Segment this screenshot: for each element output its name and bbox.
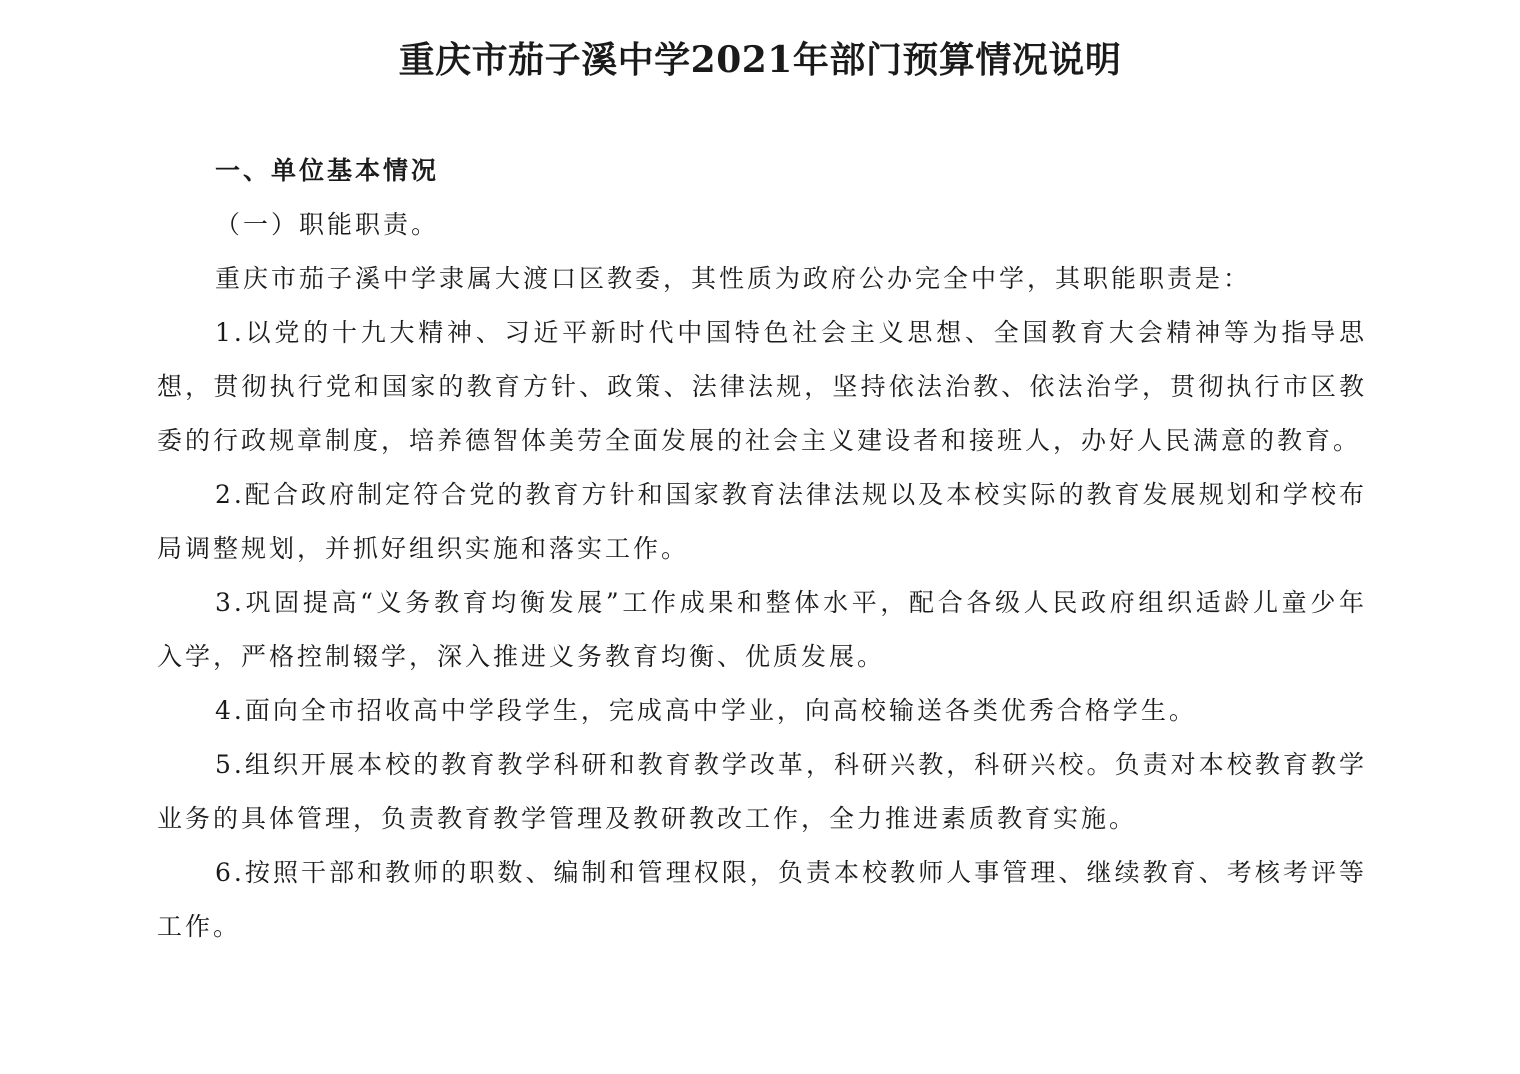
duty-paragraph-5: 5.组织开展本校的教育教学科研和教育教学改革，科研兴教，科研兴校。负责对本校教育教学业务的具体管理，负责教育教学管理及教研教改工作，全力推进素质教育实施。 <box>157 750 1367 833</box>
section-heading: 一、单位基本情况 <box>215 156 440 185</box>
subsection-heading: （一）职能职责。 <box>215 210 440 239</box>
duty-paragraph-1: 1.以党的十九大精神、习近平新时代中国特色社会主义思想、全国教育大会精神等为指导思想，贯彻执行党和国家的教育方针、政策、法律法规，坚持依法治教、依法治学，贯彻执行市区教委的行政规章制度，培养德智体美劳全面发展的社会主义建设者和接班人，办好人民满意的教育。 <box>157 318 1367 455</box>
page-title: 重庆市茄子溪中学2021年部门预算情况说明 <box>398 39 1122 81</box>
document-body <box>157 144 1367 954</box>
duty-paragraph-2: 2.配合政府制定符合党的教育方针和国家教育法律法规以及本校实际的教育发展规划和学校布局调整规划，并抓好组织实施和落实工作。 <box>157 480 1367 563</box>
intro-paragraph: 重庆市茄子溪中学隶属大渡口区教委，其性质为政府公办完全中学，其职能职责是： <box>215 264 1252 293</box>
duty-paragraph-4: 4.面向全市招收高中学段学生，完成高中学业，向高校输送各类优秀合格学生。 <box>215 696 1197 725</box>
duty-paragraph-3: 3.巩固提高“义务教育均衡发展”工作成果和整体水平，配合各级人民政府组织适龄儿童少年入学，严格控制辍学，深入推进义务教育均衡、优质发展。 <box>157 588 1367 671</box>
duty-paragraph-6: 6.按照干部和教师的职数、编制和管理权限，负责本校教师人事管理、继续教育、考核考评等工作。 <box>157 858 1367 941</box>
